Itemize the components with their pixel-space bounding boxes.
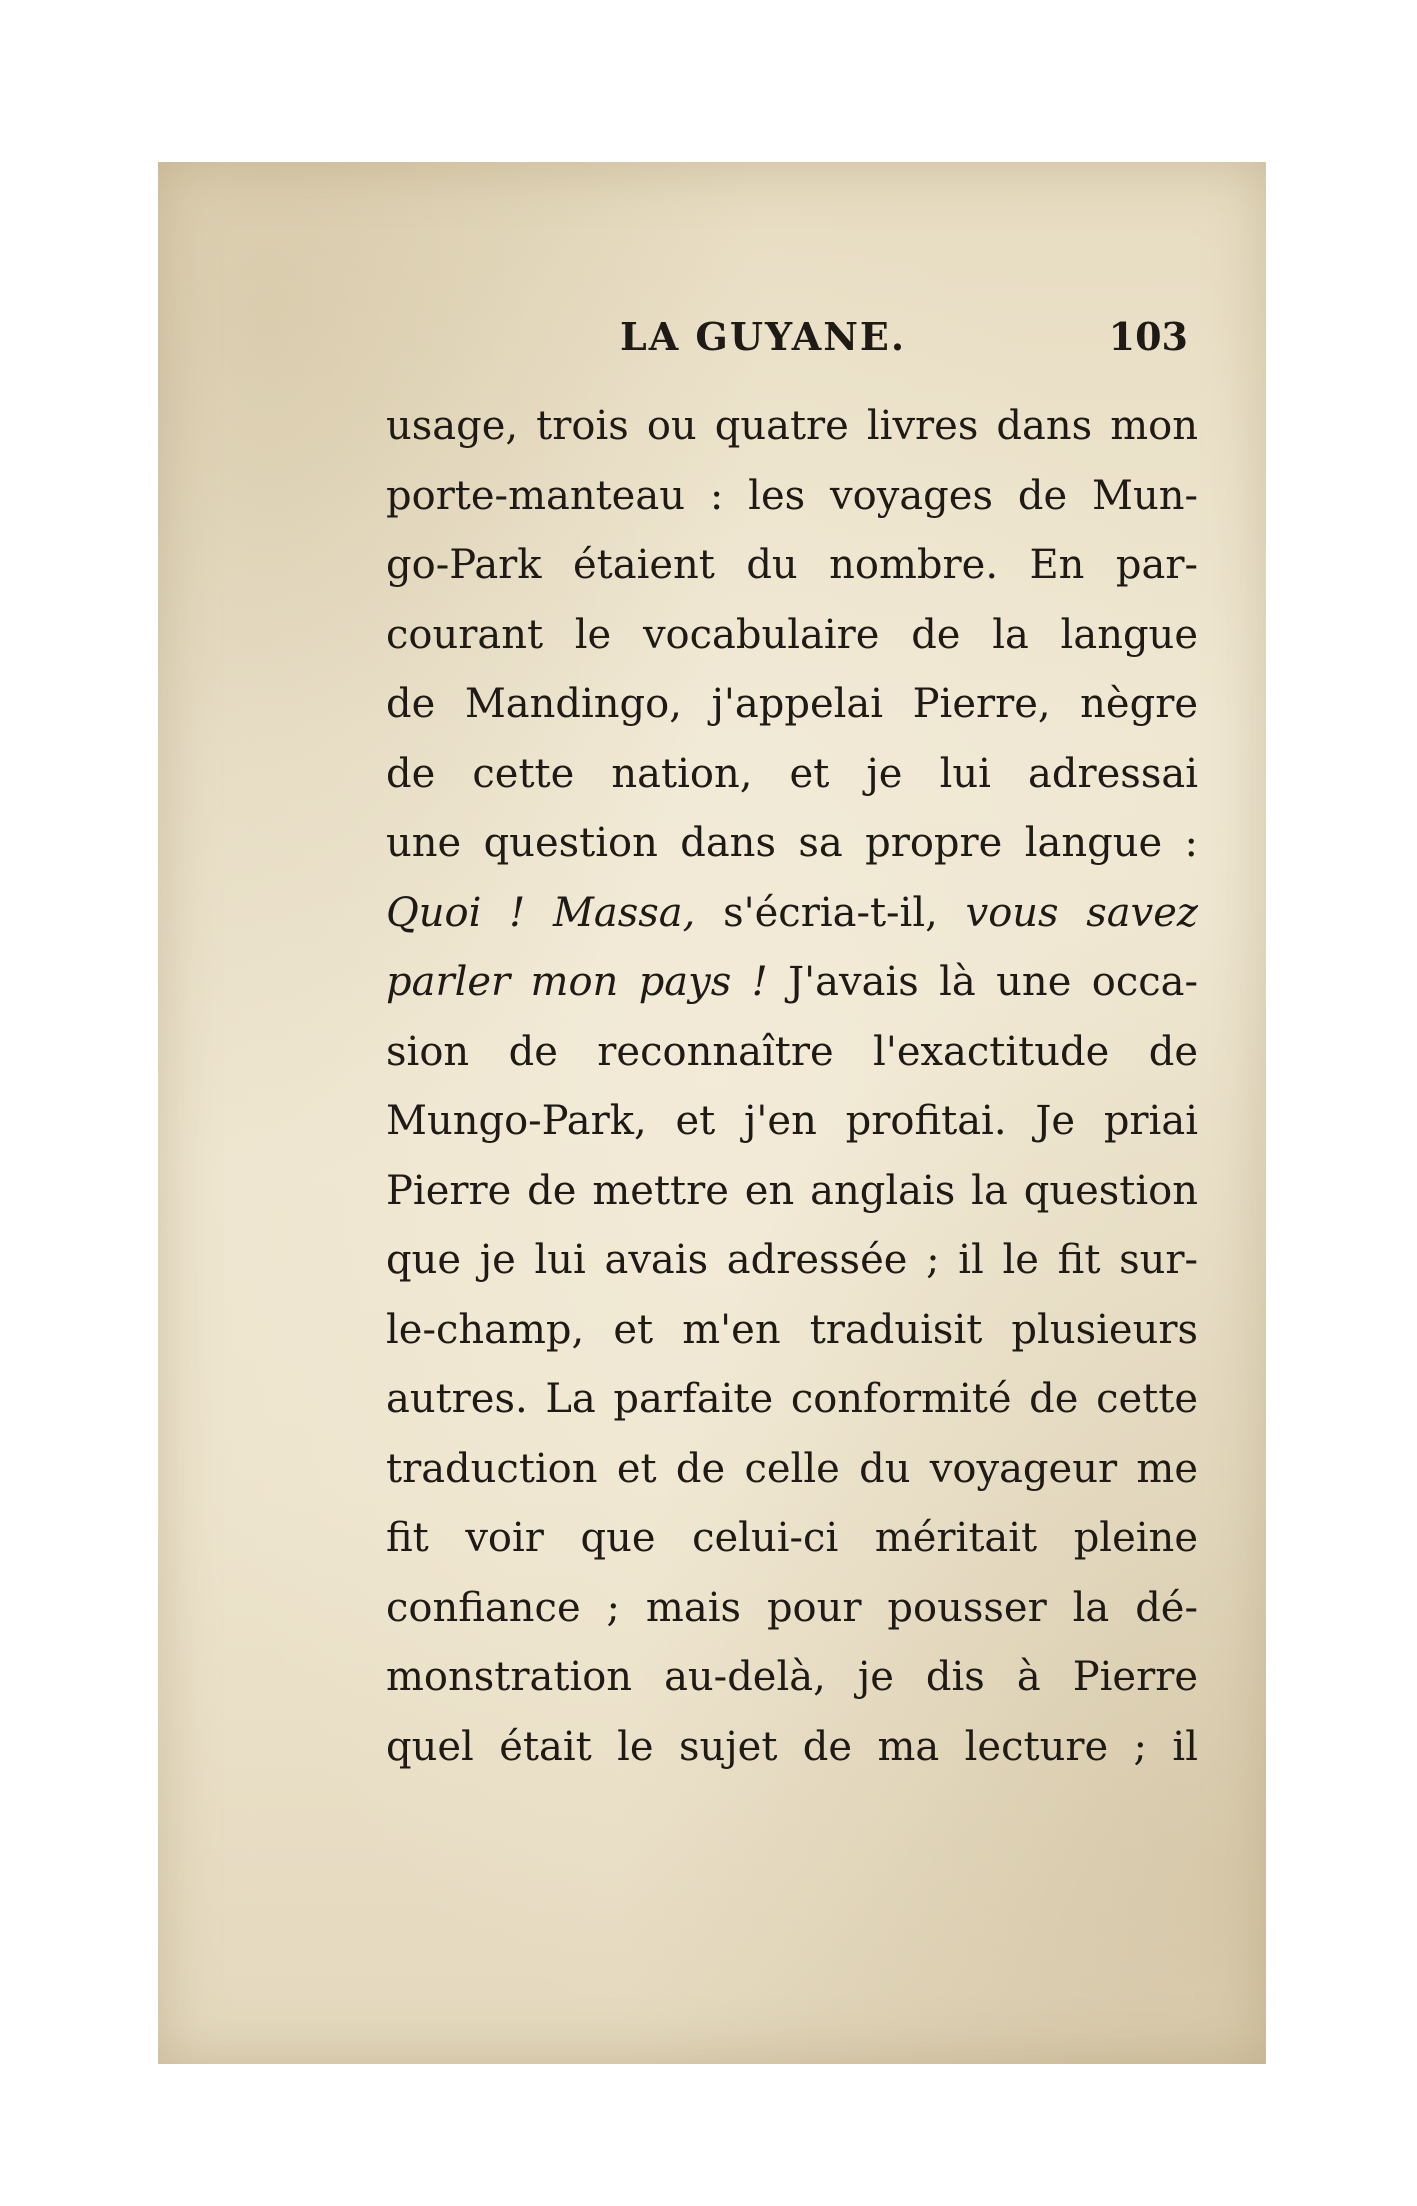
text-line	[386, 948, 1198, 1018]
body-text	[386, 392, 1198, 1782]
text-line: que je lui avais adressée ; il le fit sur-	[386, 1237, 1198, 1283]
text-line: Pierre de mettre en anglais la question	[386, 1167, 1198, 1214]
roman-phrase: s'écria-t-il,	[695, 889, 966, 936]
text-line: monstration au-delà, je dis à Pierre	[386, 1654, 1198, 1700]
text-line: go-Park étaient du nombre. En par-	[386, 542, 1198, 588]
text-line: de cette nation, et je lui adressai	[386, 750, 1198, 797]
running-head	[460, 314, 1188, 374]
text-line: une question dans sa propre langue :	[386, 820, 1198, 866]
text-line: courant le vocabulaire de la langue	[386, 611, 1198, 658]
text-line: le-champ, et m'en traduisit plusieurs	[386, 1306, 1198, 1353]
italic-phrase: Quoi ! Massa,	[386, 889, 696, 936]
page-number: 103	[1108, 314, 1188, 359]
italic-phrase: vous savez	[965, 889, 1199, 936]
text-line: usage, trois ou quatre livres dans mon	[386, 403, 1198, 449]
roman-phrase: J'avais là une occa-	[767, 959, 1198, 1005]
book-page	[158, 162, 1266, 2064]
italic-phrase: parler mon pays !	[386, 959, 768, 1005]
running-head-title: LA GUYANE.	[620, 314, 907, 359]
text-line: quel était le sujet de ma lecture ; il	[386, 1723, 1198, 1770]
text-line: porte-manteau : les voyages de Mun-	[386, 472, 1198, 519]
text-line: confiance ; mais pour pousser la dé-	[386, 1584, 1198, 1631]
text-line	[386, 879, 1198, 949]
text-line: traduction et de celle du voyageur me	[386, 1445, 1198, 1492]
text-line: fit voir que celui-ci méritait pleine	[386, 1515, 1198, 1561]
text-line: sion de reconnaître l'exactitude de	[386, 1028, 1198, 1075]
text-line: autres. La parfaite conformité de cette	[386, 1376, 1198, 1422]
text-line: Mungo-Park, et j'en profitai. Je priai	[386, 1098, 1198, 1144]
text-line: de Mandingo, j'appelai Pierre, nègre	[386, 681, 1198, 727]
